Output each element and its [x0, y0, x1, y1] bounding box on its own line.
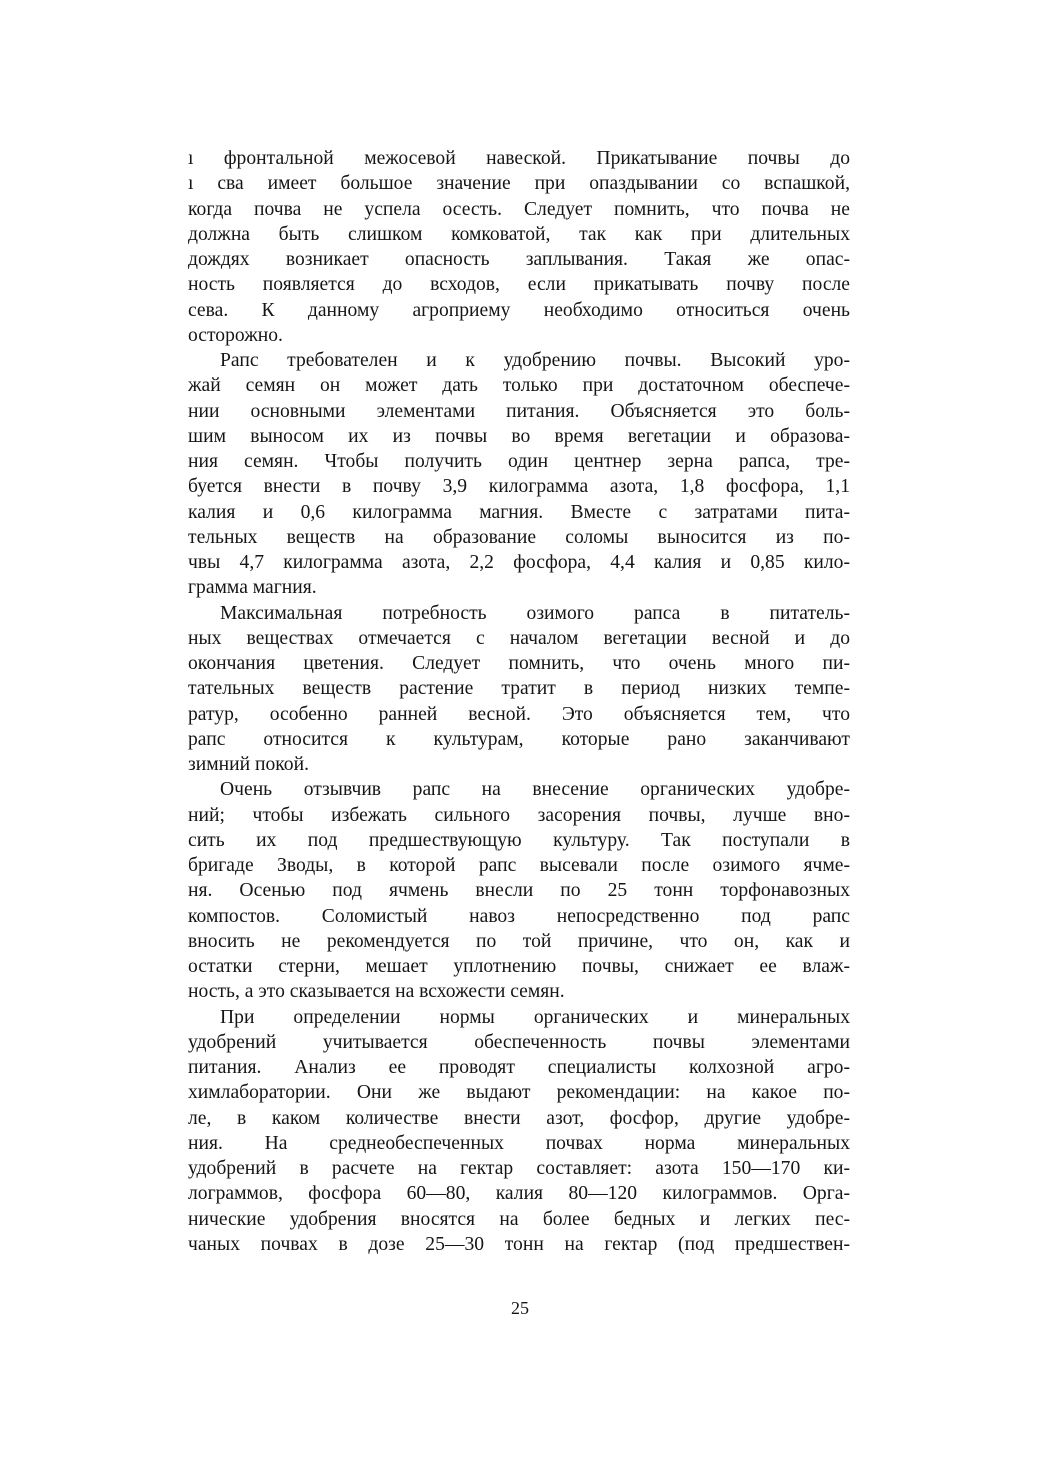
text-line: буется внести в почву 3,9 килограмма азота, 1,8 фосфора, 1,1	[188, 476, 850, 498]
text-line: ний; чтобы избежать сильного засорения почвы, лучше вно-	[188, 804, 850, 826]
text-line: ность появляется до всходов, если прикатывать почву после	[188, 274, 850, 296]
text-line: остатки стерни, мешает уплотнению почвы, снижает ее влаж-	[188, 956, 850, 977]
paragraph-3	[188, 601, 850, 778]
text-line: рапс относится к культурам, которые рано заканчивают	[188, 728, 850, 750]
text-line: калия и 0,6 килограмма магния. Вместе с затратами пита-	[188, 501, 850, 523]
text-line: чвы 4,7 килограмма азота, 2,2 фосфора, 4,4 калия и 0,85 кило-	[188, 552, 850, 573]
text-line: окончания цветения. Следует помнить, что очень много пи-	[188, 653, 850, 674]
text-line: сить их под предшествующую культуру. Так поступали в	[188, 829, 850, 851]
text-line: сева. К данному агроприему необходимо относиться очень	[188, 299, 850, 321]
text-line: ратур, особенно ранней весной. Это объясняется тем, что	[188, 703, 850, 725]
text-line: грамма магния.	[188, 577, 317, 599]
body-text	[188, 146, 850, 1257]
text-line: бригаде Зводы, в которой рапс высевали после озимого ячме-	[188, 855, 850, 876]
text-line: нические удобрения вносятся на более бедных и легких пес-	[188, 1208, 850, 1230]
text-line: тельных веществ на образование соломы выносится из по-	[188, 526, 850, 548]
text-line: ния семян. Чтобы получить один центнер зерна рапса, тре-	[188, 451, 850, 472]
text-line: При определении нормы органических и минеральных	[220, 1006, 850, 1028]
text-line: когда почва не успела осесть. Следует помнить, что почва не	[188, 198, 850, 220]
text-line: ных веществах отмечается с началом вегетации весной и до	[188, 627, 850, 649]
page-number: 25	[511, 1298, 529, 1318]
text-line: вносить не рекомендуется по той причине, что он, как и	[188, 930, 850, 952]
paragraph-1	[188, 146, 850, 348]
text-line: шим выносом их из почвы во время вегетации и образова-	[188, 425, 850, 447]
text-line: жай семян он может дать только при достаточном обеспече-	[188, 375, 850, 397]
text-line: ня. Осенью под ячмень внесли по 25 тонн торфонавозных	[188, 880, 850, 902]
text-line: Очень отзывчив рапс на внесение органических удобре-	[220, 779, 850, 801]
text-line: компостов. Соломистый навоз непосредственно под рапс	[188, 905, 850, 927]
paragraph-4	[188, 777, 850, 1004]
text-line: должна быть слишком комковатой, так как при длительных	[188, 223, 850, 245]
text-line: питания. Анализ ее проводят специалисты колхозной агро-	[188, 1057, 850, 1078]
text-line: удобрений в расчете на гектар составляет: азота 150—170 ки-	[188, 1158, 850, 1179]
text-line: ı фронтальной межосевой навеской. Прикатывание почвы до	[188, 148, 850, 169]
paragraph-5	[188, 1005, 850, 1258]
text-line: ность, а это сказывается на всхожести семян.	[188, 981, 565, 1003]
text-line: осторожно.	[188, 324, 283, 346]
text-line: химлаборатории. Они же выдают рекомендации: на какое по-	[188, 1082, 850, 1104]
text-line: удобрений учитывается обеспеченность почвы элементами	[188, 1031, 850, 1053]
text-line: лограммов, фосфора 60—80, калия 80—120 килограммов. Орга-	[188, 1183, 850, 1205]
text-line: нии основными элементами питания. Объясняется это боль-	[188, 400, 850, 422]
text-line: Максимальная потребность озимого рапса в питатель-	[220, 602, 850, 624]
text-line: дождях возникает опасность заплывания. Такая же опас-	[188, 249, 850, 270]
paragraph-2	[188, 348, 850, 601]
text-line: зимний покой.	[188, 754, 309, 775]
text-line: ı сва имеет большое значение при опаздывании со вспашкой,	[188, 173, 850, 195]
text-line: Рапс требователен и к удобрению почвы. Высокий уро-	[220, 350, 850, 371]
text-line: ния. На среднеобеспеченных почвах норма минеральных	[188, 1132, 850, 1154]
text-line: чаных почвах в дозе 25—30 тонн на гектар (под предшествен-	[188, 1233, 850, 1255]
text-line: ле, в каком количестве внести азот, фосфор, другие удобре-	[188, 1107, 850, 1129]
text-line: тательных веществ растение тратит в период низких темпе-	[188, 678, 850, 700]
